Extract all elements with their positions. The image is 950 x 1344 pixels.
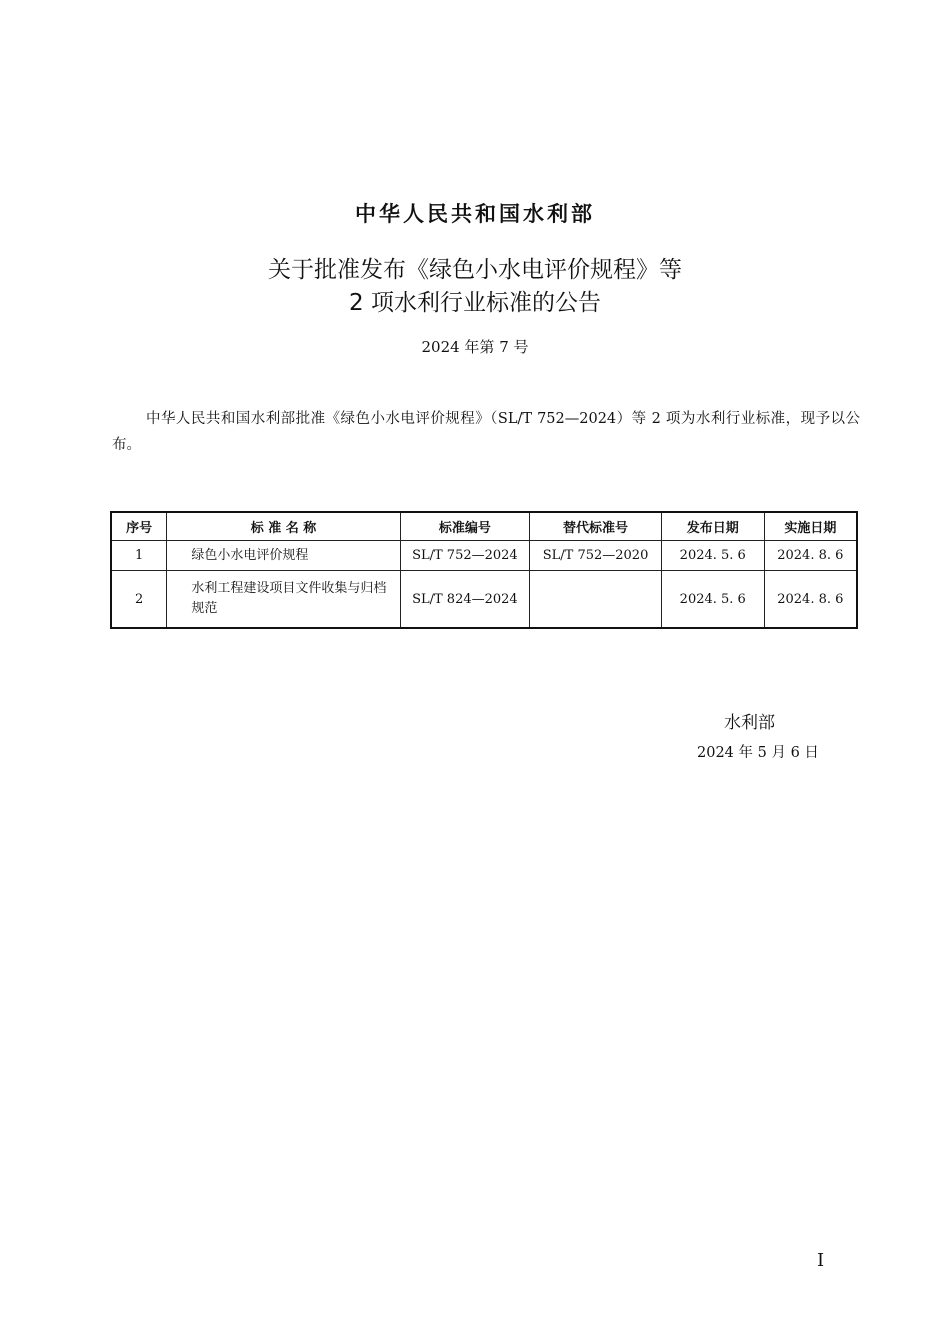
cell-replaces (530, 571, 662, 629)
header-name: 标 准 名 称 (167, 512, 400, 541)
cell-issued: 2024. 5. 6 (661, 541, 764, 571)
body-paragraph: 中华人民共和国水利部批准《绿色小水电评价规程》（SL/T 752—2024）等 2 项为水利行业标准，现予以公布。 (112, 411, 860, 453)
cell-code: SL/T 824—2024 (400, 571, 530, 629)
document-number: 2024 年第 7 号 (421, 338, 529, 356)
header-no: 序号 (111, 512, 167, 541)
cell-issued: 2024. 5. 6 (661, 571, 764, 629)
cell-effective: 2024. 8. 6 (764, 541, 857, 571)
signature-organization: 水利部 (724, 713, 775, 733)
header-issued: 发布日期 (661, 512, 764, 541)
cell-name: 绿色小水电评价规程 (167, 541, 400, 571)
header-effective: 实施日期 (764, 512, 857, 541)
cell-effective: 2024. 8. 6 (764, 571, 857, 629)
table-header-row (111, 512, 857, 541)
title-line-1: 关于批准发布《绿色小水电评价规程》等 (268, 257, 682, 283)
cell-no: 2 (111, 571, 167, 629)
title-line-2: 2 项水利行业标准的公告 (349, 290, 601, 316)
cell-no: 1 (111, 541, 167, 571)
cell-code: SL/T 752—2024 (400, 541, 530, 571)
header-replaces: 替代标准号 (530, 512, 662, 541)
table-row (111, 541, 857, 571)
cell-replaces: SL/T 752—2020 (530, 541, 662, 571)
table-row (111, 571, 857, 629)
cell-name: 水利工程建设项目文件收集与归档规范 (167, 571, 400, 629)
header-code: 标准编号 (400, 512, 530, 541)
issuer-heading: 中华人民共和国水利部 (355, 201, 595, 226)
signature-date: 2024 年 5 月 6 日 (697, 745, 819, 761)
standards-table (110, 511, 858, 629)
page-number: I (817, 1250, 825, 1271)
